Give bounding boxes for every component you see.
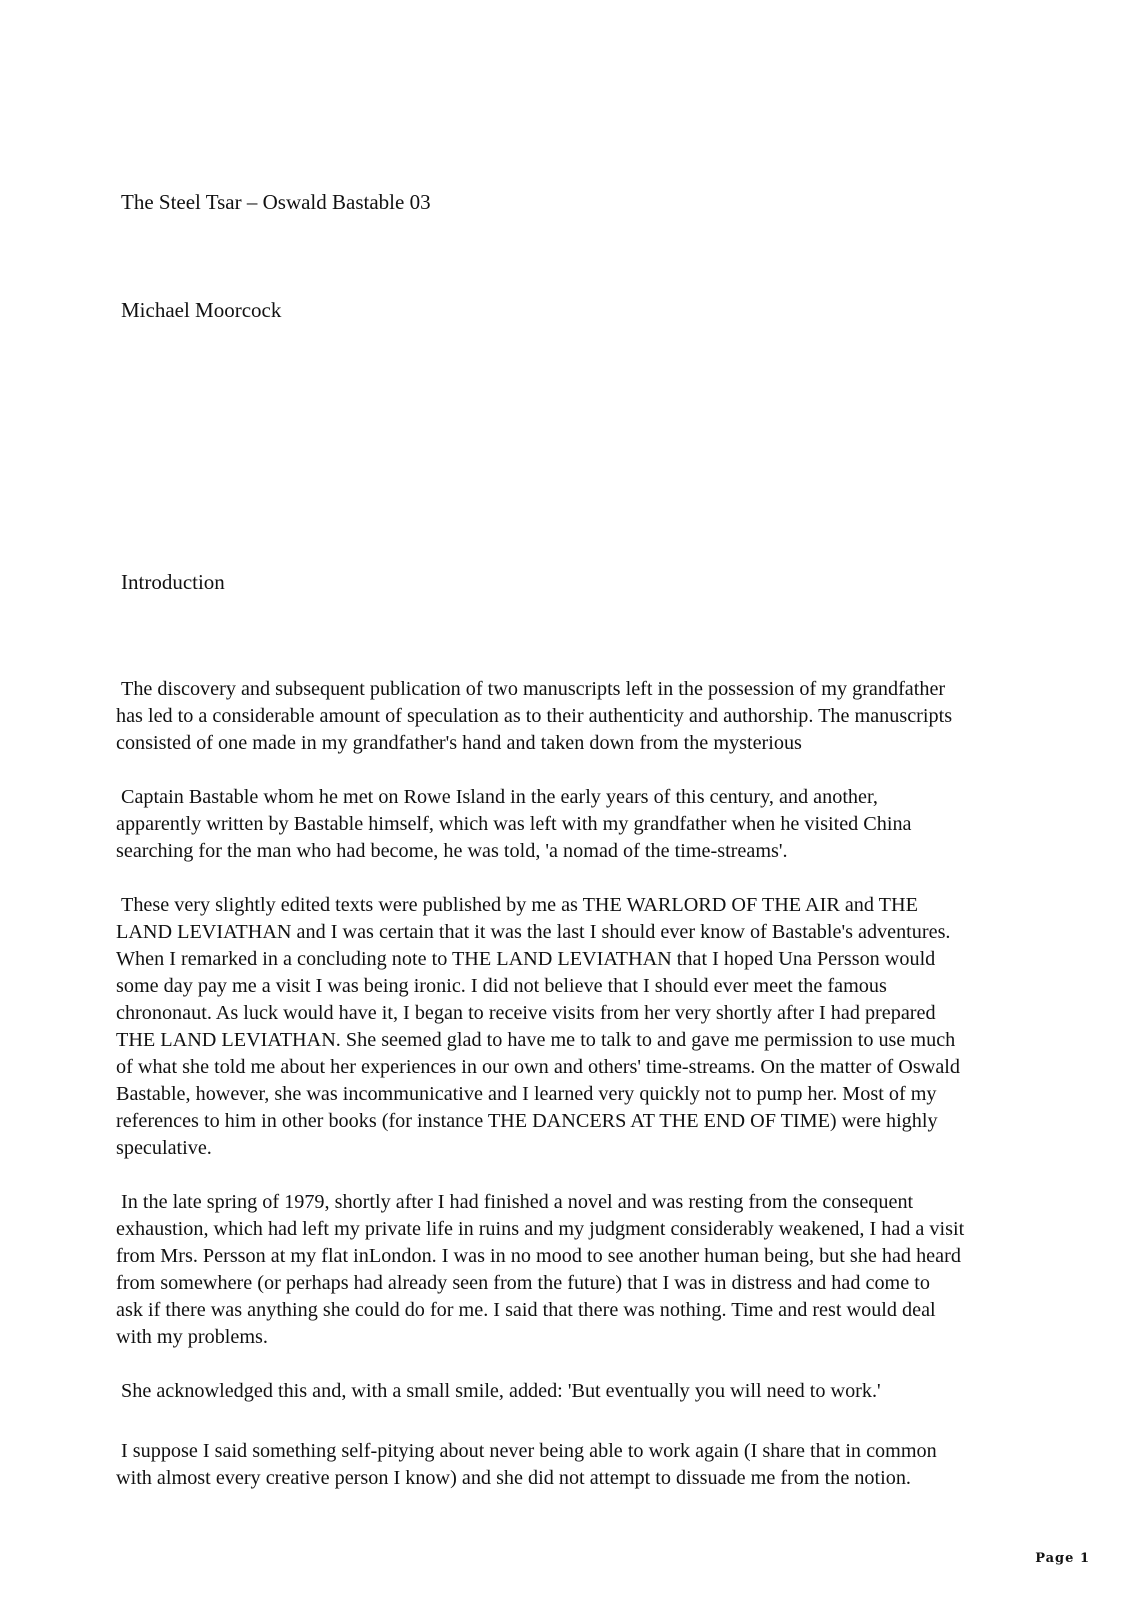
paragraph-6: I suppose I said something self-pitying about never being able to work again (I share that in common with almost every creative person I know) and she did not attempt to dissuade me from the notion. (116, 1440, 937, 1489)
paragraph-2: Captain Bastable whom he met on Rowe Island in the early years of this century, and another, apparently written by Bastable himself, which was left with my grandfather when he visited China searching for the man who had become, he was told, 'a nomad of the time-streams'. (116, 786, 912, 862)
paragraph-1: The discovery and subsequent publication of two manuscripts left in the possession of my grandfather has led to a considerable amount of speculation as to their authenticity and authorship. The manuscripts consisted of one made in my grandfather's hand and taken down from the mysterious (116, 678, 953, 754)
document-title: The Steel Tsar – Oswald Bastable 03 (121, 190, 431, 214)
paragraph-5: She acknowledged this and, with a small smile, added: 'But eventually you will need to work.' (121, 1380, 881, 1402)
paragraph-4: In the late spring of 1979, shortly after I had finished a novel and was resting from the consequent exhaustion, which had left my private life in ruins and my judgment considerably weakened, I had a visit from Mrs. Persson at my flat inLondon. I was in no mood to see another human being, but she had heard from somewhere (or perhaps had already seen from the future) that I was in distress and had come to ask if there was anything she could do for me. I said that there was nothing. Time and rest would deal with my problems. (116, 1191, 965, 1348)
section-heading: Introduction (121, 570, 225, 594)
document-author: Michael Moorcock (121, 298, 282, 322)
paragraph-3: These very slightly edited texts were published by me as THE WARLORD OF THE AIR and THE LAND LEVIATHAN and I was certain that it was the last I should ever know of Bastable's adventures. When I remarked in a concluding note to THE LAND LEVIATHAN that I hoped Una Persson would some day pay me a visit I was being ironic. I did not believe that I should ever meet the famous chrononaut. As luck would have it, I began to receive visits from her very shortly after I had prepared THE LAND LEVIATHAN. She seemed glad to have me to talk to and gave me permission to use much of what she told me about her experiences in our own and others' time-streams. On the matter of Oswald Bastable, however, she was incommunicative and I learned very quickly not to pump her. Most of my references to him in other books (for instance THE DANCERS AT THE END OF TIME) were highly speculative. (116, 894, 960, 1159)
page-number: Page 1 (1035, 1551, 1090, 1566)
